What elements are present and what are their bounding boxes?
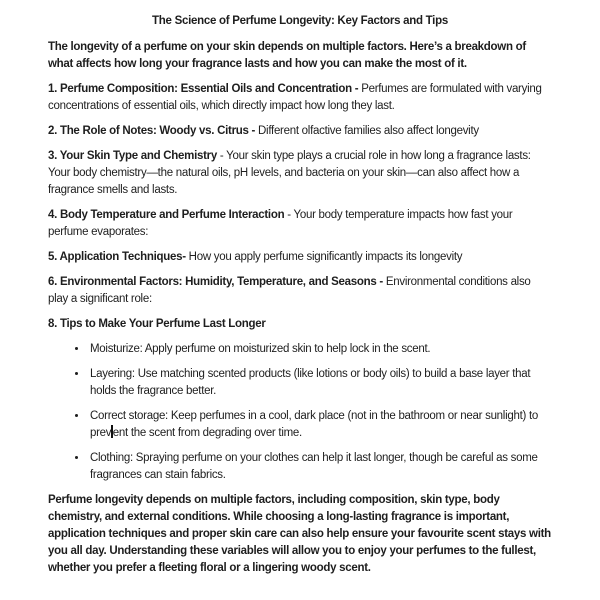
section-3-body: - Your skin type plays a crucial role in how long a fragrance lasts: Your body chemistry—the natural oils, pH levels, and bacteria on your skin—can also affect how a fragrance smells and lasts. <box>48 150 531 196</box>
section-2-body: Different olfactive families also affect longevity <box>255 125 479 137</box>
bullet-text-after-cursor: ent the scent from degrading over time. <box>112 427 302 439</box>
bullet-text: Layering: Use matching scented products (like lotions or body oils) to build a base layer that holds the fragrance better. <box>90 368 531 397</box>
section-5-heading: 5. Application Techniques- <box>48 251 186 263</box>
section-3-skin-type-chemistry[interactable] <box>48 148 552 199</box>
section-3-heading: 3. Your Skin Type and Chemistry <box>48 150 217 162</box>
bullet-item-layering[interactable] <box>88 366 552 400</box>
section-6-heading: 6. Environmental Factors: Humidity, Temperature, and Seasons - <box>48 276 383 288</box>
section-1-perfume-composition[interactable] <box>48 81 552 115</box>
section-4-body-temperature[interactable] <box>48 207 552 241</box>
section-6-environmental-factors[interactable] <box>48 274 552 308</box>
conclusion-paragraph[interactable]: Perfume longevity depends on multiple factors, including composition, skin type, body chemistry, and external conditions. While choosing a long-lasting fragrance is important, application techniques and proper skin care can also help ensure your favourite scent stays with you all day. Understanding these variables will allow you to enjoy your perfumes to the fullest, whether you prefer a fleeting floral or a lingering woody scent. <box>48 494 551 574</box>
section-2-role-of-notes[interactable] <box>48 123 552 140</box>
tips-heading[interactable]: 8. Tips to Make Your Perfume Last Longer <box>48 318 266 330</box>
section-4-heading: 4. Body Temperature and Perfume Interaction <box>48 209 285 221</box>
bullet-text-before-cursor: Correct storage: Keep perfumes in a cool, dark place (not in the bathroom or near sunlight) to prev <box>90 410 538 439</box>
document-title[interactable]: The Science of Perfume Longevity: Key Factors and Tips <box>152 15 448 27</box>
bullet-item-clothing[interactable] <box>88 450 552 484</box>
section-5-application-techniques[interactable] <box>48 249 552 266</box>
section-1-heading: 1. Perfume Composition: Essential Oils and Concentration - <box>48 83 359 95</box>
bullet-item-moisturize[interactable] <box>88 341 552 358</box>
section-5-body: How you apply perfume significantly impacts its longevity <box>185 251 463 263</box>
tips-bullet-list <box>48 341 552 484</box>
section-6-body: Environmental conditions also play a significant role: <box>48 276 531 305</box>
intro-paragraph[interactable]: The longevity of a perfume on your skin depends on multiple factors. Here’s a breakdown of what affects how long your fragrance lasts and how you can make the most of it. <box>48 41 526 70</box>
section-2-heading: 2. The Role of Notes: Woody vs. Citrus - <box>48 125 256 137</box>
bullet-item-correct-storage[interactable] <box>88 408 552 442</box>
bullet-text: Moisturize: Apply perfume on moisturized skin to help lock in the scent. <box>90 343 431 355</box>
bullet-text: Clothing: Spraying perfume on your clothes can help it last longer, though be careful as some fragrances can stain fabrics. <box>90 452 538 481</box>
section-1-body: Perfumes are formulated with varying concentrations of essential oils, which directly impact how long they last. <box>48 83 542 112</box>
section-4-body: - Your body temperature impacts how fast your perfume evaporates: <box>48 209 513 238</box>
